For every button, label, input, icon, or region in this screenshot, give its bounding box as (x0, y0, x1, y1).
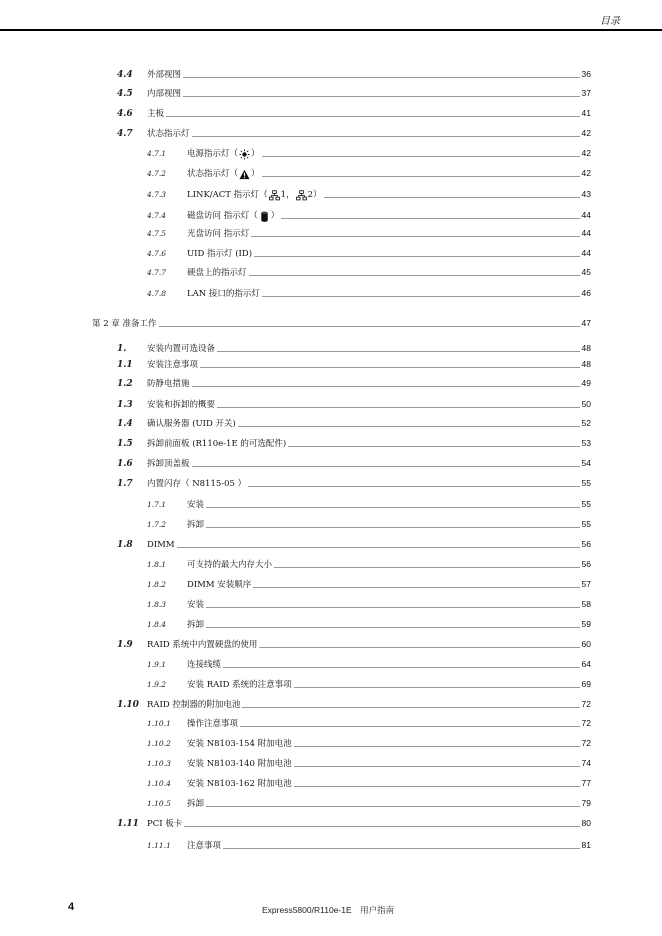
toc-entry[interactable] (117, 357, 591, 371)
toc-entry-title: 安装和拆卸的概要 (147, 400, 216, 410)
toc-leader-dots (254, 256, 579, 257)
toc-entry-title: RAID 控制器的附加电池 (147, 700, 241, 710)
toc-entry-title: 可支持的最大内存大小 (187, 560, 273, 570)
toc-entry-page: 55 (581, 478, 591, 488)
toc-leader-dots (206, 607, 580, 608)
toc-entry-number: 1.10.1 (147, 719, 171, 728)
toc-entry-number: 1.11 (117, 819, 139, 829)
toc-entry-title: 拆卸 (187, 799, 205, 809)
toc-leader-dots (183, 96, 580, 97)
toc-entry-number: 1.5 (117, 439, 133, 449)
toc-leader-dots (166, 116, 580, 117)
toc-entry-number: 1.8.2 (147, 580, 167, 589)
toc-entry-number: 1.2 (117, 379, 133, 389)
toc-leader-dots (200, 367, 580, 368)
toc-entry[interactable] (147, 677, 591, 691)
toc-entry[interactable] (147, 187, 591, 201)
toc-entry-title: 外部视图 (147, 70, 182, 80)
disk-cylinder-icon (259, 211, 270, 222)
toc-entry-title: 安装 (187, 600, 205, 610)
toc-entry-page: 55 (581, 519, 591, 529)
toc-entry-title: 硬盘上的指示灯 (187, 268, 247, 278)
toc-entry-title: RAID 系统中内置硬盘的使用 (147, 640, 258, 650)
toc-leader-dots (184, 826, 579, 827)
toc-entry-page: 81 (581, 840, 591, 850)
toc-entry[interactable] (117, 126, 591, 140)
toc-leader-dots (206, 806, 580, 807)
toc-entry[interactable] (117, 537, 591, 551)
toc-entry[interactable] (147, 796, 591, 810)
toc-entry-title: 安装 N8103-154 附加电池 (187, 739, 292, 749)
toc-entry[interactable] (117, 476, 591, 490)
toc-leader-dots (248, 486, 579, 487)
toc-entry-title: 拆卸 (187, 520, 205, 530)
toc-entry[interactable] (147, 286, 591, 300)
toc-leader-dots (249, 275, 580, 276)
toc-entry-number: 4.7.3 (147, 190, 167, 199)
toc-entry-title: 电源指示灯（ ） (187, 149, 260, 159)
toc-entry-number: 1.11.1 (147, 841, 171, 850)
toc-entry-page: 55 (581, 499, 591, 509)
toc-leader-dots (177, 547, 580, 548)
toc-entry[interactable] (147, 557, 591, 571)
toc-entry-title: 安装内置可选设备 (147, 344, 216, 354)
toc-leader-dots (294, 766, 580, 767)
toc-entry-page: 45 (581, 267, 591, 277)
toc-entry-title: 拆卸 (187, 620, 205, 630)
toc-entry-page: 42 (581, 128, 591, 138)
toc-entry-title: 磁盘访问 指示灯（ ） (187, 211, 280, 221)
toc-entry[interactable] (117, 416, 591, 430)
toc-entry-number: 4.7.7 (147, 268, 167, 277)
toc-entry-number: 4.7.1 (147, 149, 167, 158)
toc-entry-number: 4.7.2 (147, 169, 167, 178)
toc-entry-title: UID 指示灯 (ID) (187, 249, 253, 259)
toc-entry-title: LAN 接口的指示灯 (187, 289, 260, 299)
toc-entry-number: 1.8 (117, 540, 133, 550)
toc-entry-page: 77 (581, 778, 591, 788)
toc-entry-page: 42 (581, 168, 591, 178)
toc-entry-number: 1.9.1 (147, 660, 167, 669)
toc-entry-page: 59 (581, 619, 591, 629)
toc-leader-dots (206, 507, 580, 508)
toc-entry[interactable] (147, 838, 591, 852)
toc-entry-page: 44 (581, 228, 591, 238)
toc-entry-title: 安装 (187, 500, 205, 510)
toc-entry-title: 操作注意事项 (187, 719, 239, 729)
toc-entry-page: 48 (581, 343, 591, 353)
toc-leader-dots (274, 567, 580, 568)
toc-entry-page: 47 (581, 318, 591, 328)
toc-entry-number: 1.10.2 (147, 739, 171, 748)
toc-leader-dots (251, 236, 579, 237)
toc-entry-number: 1.8.3 (147, 600, 167, 609)
toc-entry-title: 状态指示灯（ ） (187, 169, 260, 179)
toc-entry-title: LINK/ACT 指示灯（ 1， 2） (187, 190, 322, 200)
toc-leader-dots (324, 197, 580, 198)
toc-entry[interactable] (147, 265, 591, 279)
toc-entry-page: 54 (581, 458, 591, 468)
toc-entry-number: 4.7.4 (147, 211, 167, 220)
toc-entry-title: 第 2 章 准备工作 (92, 319, 157, 329)
toc-leader-dots (238, 426, 580, 427)
toc-entry-page: 56 (581, 559, 591, 569)
toc-entry-title: 安装 RAID 系统的注意事项 (187, 680, 292, 690)
toc-entry-page: 36 (581, 69, 591, 79)
warning-triangle-icon (239, 169, 250, 180)
toc-entry[interactable] (117, 397, 591, 411)
toc-leader-dots (259, 647, 579, 648)
toc-leader-dots (217, 407, 580, 408)
toc-entry[interactable] (117, 697, 591, 711)
toc-entry[interactable] (117, 376, 591, 390)
toc-leader-dots (262, 296, 580, 297)
toc-entry-number: 1.7.1 (147, 500, 167, 509)
toc-entry[interactable] (147, 208, 591, 222)
network-icon (269, 190, 280, 201)
toc-entry-page: 57 (581, 579, 591, 589)
toc-leader-dots (206, 527, 580, 528)
toc-entry-page: 74 (581, 758, 591, 768)
toc-entry-number: 1.7.2 (147, 520, 167, 529)
toc-entry-title: 注意事项 (187, 841, 222, 851)
toc-entry-title: 内部视图 (147, 89, 182, 99)
running-header-title: 目录 (600, 16, 620, 27)
toc-entry-title: 确认服务器 (UID 开关) (147, 419, 236, 429)
toc-entry-number: 1.7 (117, 479, 133, 489)
toc-entry[interactable] (147, 226, 591, 240)
toc-entry-number: 1.1 (117, 360, 133, 370)
toc-entry-title: 拆卸顶盖板 (147, 459, 190, 469)
toc-entry[interactable] (147, 776, 591, 790)
toc-entry[interactable] (147, 146, 591, 160)
toc-entry[interactable] (147, 517, 591, 531)
toc-entry-page: 44 (581, 248, 591, 258)
toc-leader-dots (242, 707, 579, 708)
toc-entry[interactable] (147, 716, 591, 730)
toc-leader-dots (159, 326, 580, 327)
toc-leader-dots (294, 786, 580, 787)
toc-leader-dots (223, 848, 580, 849)
toc-entry-title: 安装 N8103-140 附加电池 (187, 759, 292, 769)
toc-entry-title: 连接线缆 (187, 660, 222, 670)
footer-document-title: Express5800/R110e-1E 用户指南 (262, 905, 395, 915)
toc-entry-page: 52 (581, 418, 591, 428)
toc-leader-dots (223, 667, 580, 668)
toc-entry-page: 43 (581, 189, 591, 199)
toc-entry[interactable] (147, 577, 591, 591)
toc-leader-dots (192, 136, 580, 137)
toc-entry[interactable] (147, 166, 591, 180)
toc-entry[interactable] (117, 86, 591, 100)
toc-entry-number: 1.9 (117, 640, 133, 650)
toc-entry-title: 状态指示灯 (147, 129, 190, 139)
toc-leader-dots (262, 176, 580, 177)
toc-entry-page: 37 (581, 88, 591, 98)
toc-entry[interactable] (147, 617, 591, 631)
toc-entry-number: 1.4 (117, 419, 133, 429)
toc-entry-page: 46 (581, 288, 591, 298)
toc-entry-page: 50 (581, 399, 591, 409)
toc-entry-page: 72 (581, 699, 591, 709)
toc-leader-dots (262, 156, 580, 157)
toc-entry[interactable] (147, 756, 591, 770)
toc-entry[interactable] (147, 597, 591, 611)
toc-entry-title: 拆卸前面板 (R110e-1E 的可选配件) (147, 439, 287, 449)
toc-entry-title: 安装 N8103-162 附加电池 (187, 779, 292, 789)
toc-leader-dots (192, 386, 580, 387)
toc-entry-title: DIMM (147, 540, 175, 550)
toc-entry-number: 1.8.1 (147, 560, 167, 569)
toc-entry-page: 72 (581, 738, 591, 748)
toc-entry-page: 49 (581, 378, 591, 388)
toc-entry-page: 42 (581, 148, 591, 158)
toc-leader-dots (288, 446, 579, 447)
toc-entry-title: 防静电措施 (147, 379, 190, 389)
toc-entry-title: PCI 板卡 (147, 819, 183, 829)
toc-leader-dots (206, 627, 580, 628)
toc-entry[interactable] (117, 67, 591, 81)
toc-entry[interactable] (147, 497, 591, 511)
toc-entry-number: 1.10 (117, 700, 139, 710)
toc-entry-title: 主板 (147, 109, 165, 119)
toc-entry-page: 56 (581, 539, 591, 549)
toc-entry-title: 光盘访问 指示灯 (187, 229, 250, 239)
toc-entry[interactable] (147, 736, 591, 750)
toc-entry-number: 4.4 (117, 70, 133, 80)
toc-leader-dots (240, 726, 580, 727)
toc-entry-number: 1.10.3 (147, 759, 171, 768)
toc-entry-number: 1.10.5 (147, 799, 171, 808)
toc-entry-number: 4.7 (117, 129, 133, 139)
toc-entry-page: 58 (581, 599, 591, 609)
power-lamp-icon (239, 149, 250, 160)
toc-entry-page: 69 (581, 679, 591, 689)
toc-leader-dots (253, 587, 579, 588)
toc-leader-dots (192, 466, 580, 467)
toc-entry-number: 4.5 (117, 89, 133, 99)
toc-entry[interactable] (117, 816, 591, 830)
toc-entry[interactable] (92, 316, 591, 330)
toc-entry-page: 44 (581, 210, 591, 220)
toc-entry-number: 1.8.4 (147, 620, 167, 629)
toc-entry-number: 4.7.6 (147, 249, 167, 258)
toc-entry-number: 1. (117, 344, 127, 354)
toc-entry-title: DIMM 安装顺序 (187, 580, 252, 590)
toc-entry-number: 4.7.5 (147, 229, 167, 238)
toc-leader-dots (294, 687, 580, 688)
toc-entry[interactable] (117, 106, 591, 120)
toc-entry-page: 53 (581, 438, 591, 448)
toc-entry-number: 4.6 (117, 109, 133, 119)
toc-entry-page: 60 (581, 639, 591, 649)
toc-entry-title: 内置闪存（ N8115-05 ） (147, 479, 247, 489)
toc-entry-number: 4.7.8 (147, 289, 167, 298)
toc-entry-page: 79 (581, 798, 591, 808)
toc-entry[interactable] (117, 637, 591, 651)
toc-leader-dots (281, 218, 579, 219)
toc-leader-dots (294, 746, 580, 747)
network-icon (296, 190, 307, 201)
toc-entry-page: 48 (581, 359, 591, 369)
footer-page-number: 4 (68, 901, 75, 913)
toc-entry-page: 80 (581, 818, 591, 828)
toc-entry[interactable] (117, 436, 591, 450)
toc-entry[interactable] (147, 246, 591, 260)
toc-entry-page: 41 (581, 108, 591, 118)
toc-entry-number: 1.9.2 (147, 680, 167, 689)
toc-entry[interactable] (147, 657, 591, 671)
toc-entry[interactable] (117, 456, 591, 470)
toc-leader-dots (217, 351, 580, 352)
toc-entry-page: 64 (581, 659, 591, 669)
toc-entry-number: 1.3 (117, 400, 133, 410)
toc-entry-number: 1.6 (117, 459, 133, 469)
toc-leader-dots (183, 77, 580, 78)
toc-entry[interactable] (117, 341, 591, 355)
toc-entry-page: 72 (581, 718, 591, 728)
toc-entry-number: 1.10.4 (147, 779, 171, 788)
toc-entry-title: 安装注意事项 (147, 360, 199, 370)
